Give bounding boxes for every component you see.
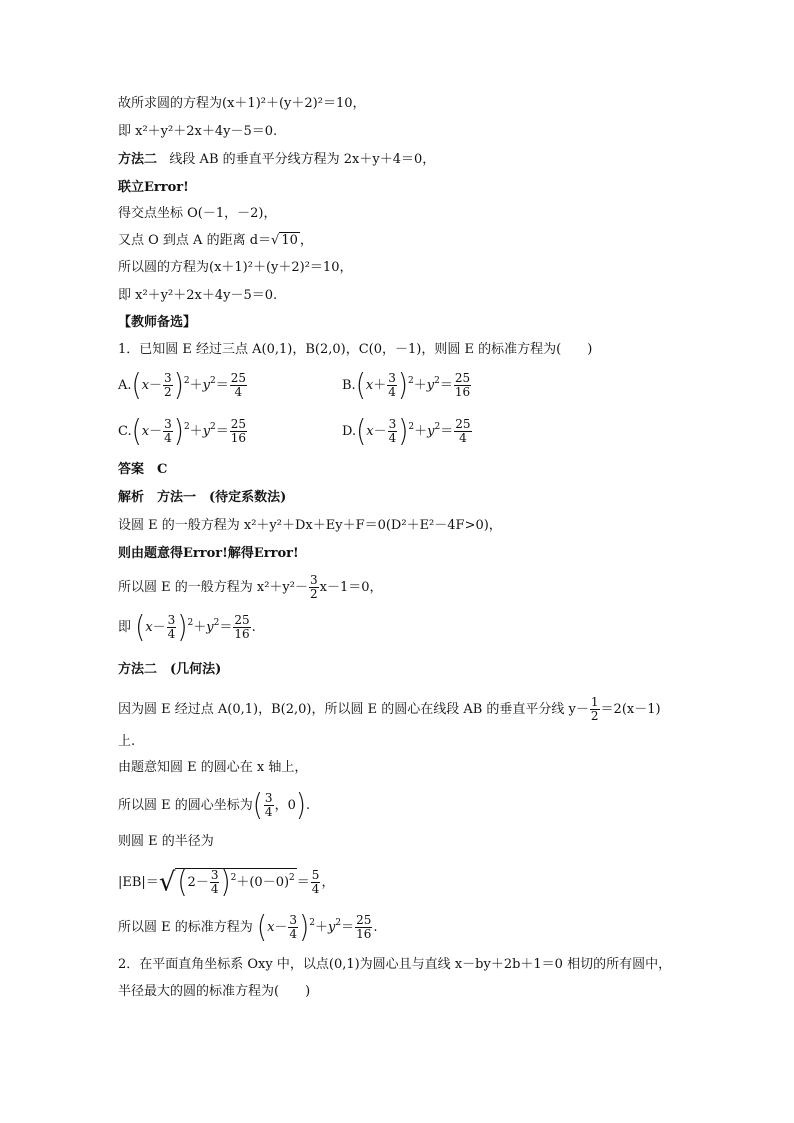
geometry-line5: 则圆 E 的半径为: [118, 834, 214, 849]
geometry-line4: 所以圆 E 的圆心坐标为( $\frac{3}{4}$ ，0).: [118, 788, 311, 823]
geometry-line2: 上.: [118, 734, 136, 749]
method2-line2: 联立Error!: [118, 180, 189, 195]
geometry-line1: 因为圆 E 经过点 A(0,1)，B(2,0)，所以圆 E 的圆心在线段 AB 的垂直平分线 y－ $\frac{1}{2}$ ＝2(x－1): [118, 695, 661, 723]
method2-line6: 即 x²＋y²＋2x＋4y－5＝0.: [118, 288, 278, 303]
method2-line3: 得交点坐标 O(－1，－2)，: [118, 206, 277, 221]
method2-line5: 所以圆的方程为(x＋1)²＋(y＋2)²＝10，: [118, 260, 353, 275]
method2-geometry-heading: 方法二 (几何法): [118, 662, 222, 677]
option-c[interactable]: C.(x－ $\frac{3}{4}$ )$^2+y^2=$ $\frac{25}{16}$: [118, 414, 247, 449]
option-d[interactable]: D.(x－ $\frac{3}{4}$ )$^2+y^2=$ $\frac{25}{4}$: [342, 414, 471, 449]
geometry-line3: 由题意知圆 E 的圆心在 x 轴上，: [118, 760, 308, 775]
geometry-line7: 所以圆 E 的标准方程为 (x－ $\frac{3}{4}$ )$^2+y^2=$ $\frac{25}{16}$ .: [118, 910, 378, 945]
analysis-line4: 即 (x－ $\frac{3}{4}$ )$^2+y^2=$ $\frac{25}{16}$ .: [118, 610, 256, 645]
method2-line4: 又点 O 到点 A 的距离 d＝√ 10 ，: [118, 233, 313, 248]
method1-line2: 即 x²＋y²＋2x＋4y－5＝0.: [118, 124, 278, 139]
analysis-line3: 所以圆 E 的一般方程为 x²＋y²－ $\frac{3}{2}$ x－1＝0，: [118, 573, 383, 601]
analysis-line1: 设圆 E 的一般方程为 x²＋y²＋Dx＋Ey＋F＝0(D²＋E²－4F>0)，: [118, 518, 502, 533]
analysis-heading: 解析 方法一 (待定系数法): [118, 490, 287, 505]
question-2-line2: 半径最大的圆的标准方程为( ): [118, 984, 311, 999]
answer: 答案 C: [118, 462, 168, 477]
teacher-title: 【教师备选】: [118, 315, 197, 330]
geometry-line6: |EB|＝√(2－ $\frac{3}{4}$ )$^2+(0-0)^2$ ＝ $\frac{5}{4}$ ，: [118, 865, 335, 900]
analysis-line2: 则由题意得Error!解得Error!: [118, 546, 299, 561]
method1-line1: 故所求圆的方程为(x＋1)²＋(y＋2)²＝10，: [118, 96, 366, 111]
option-a[interactable]: A.(x－ $\frac{3}{2}$ )$^2+y^2=$ $\frac{25}{4}$: [118, 368, 246, 403]
question-1: 1．已知圆 E 经过三点 A(0,1)，B(2,0)，C(0，－1)，则圆 E 的标准方程为( ): [118, 342, 593, 357]
option-b[interactable]: B.(x＋ $\frac{3}{4}$ )$^2+y^2=$ $\frac{25}{16}$: [342, 368, 471, 403]
question-2-line1: 2．在平面直角坐标系 Oxy 中，以点(0,1)为圆心且与直线 x－by＋2b＋1＝0 相切的所有圆中，: [118, 957, 672, 972]
method2-line1: 方法二 线段 AB 的垂直平分线方程为 2x＋y＋4＝0，: [118, 152, 436, 167]
